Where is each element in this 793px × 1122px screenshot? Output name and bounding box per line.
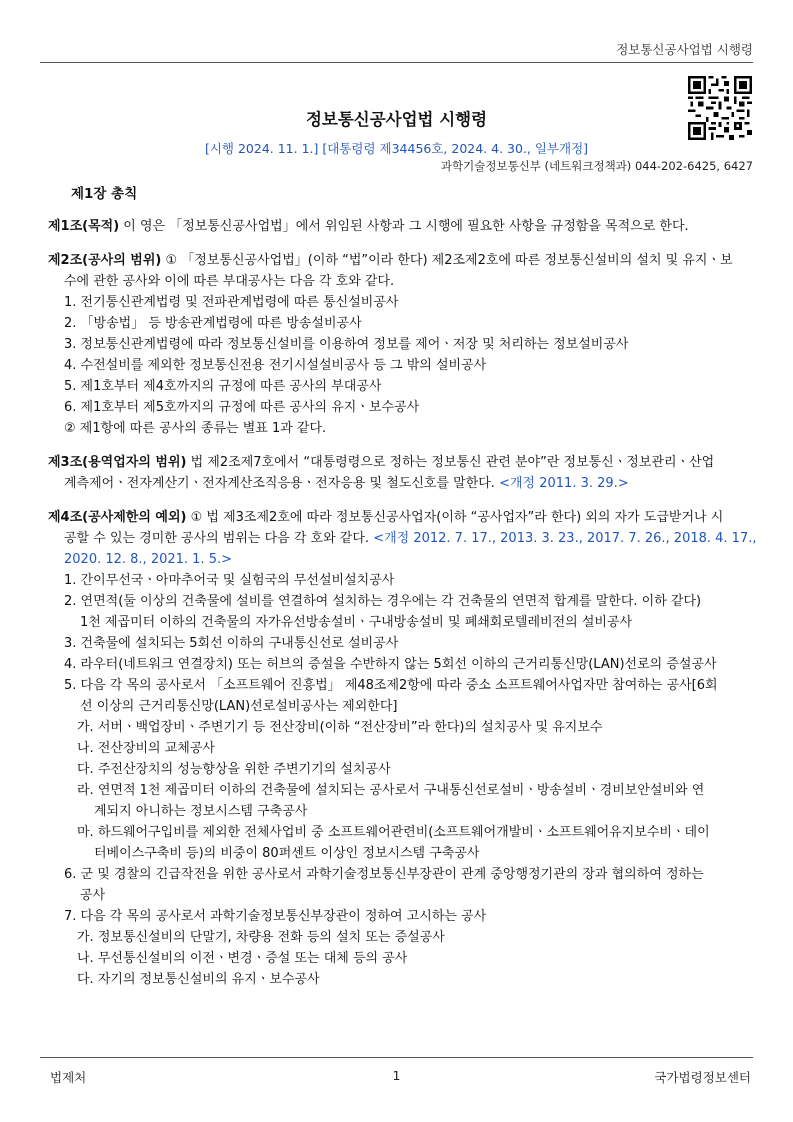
list-item: 7. 다음 각 목의 공사로서 과학기술정보통신부장관이 정하여 고시하는 공사 bbox=[64, 909, 487, 924]
list-item: 1. 전기통신관계법령 및 전파관계법령에 따른 통신설비공사 bbox=[64, 295, 399, 310]
chapter-title: 제1장 총칙 bbox=[71, 186, 138, 202]
footer-source: 법제처 bbox=[50, 1070, 87, 1085]
ministry-contact: 과학기술정보통신부 (네트워크정책과) 044-202-6425, 6427 bbox=[440, 159, 753, 173]
list-item: 6. 제1호부터 제5호까지의 규정에 따른 공사의 유지ㆍ보수공사 bbox=[64, 400, 420, 415]
list-item-continued: 선 이상의 근거리통신망(LAN)선로설비공사는 제외한다] bbox=[80, 699, 398, 714]
list-item: 4. 수전설비를 제외한 정보통신전용 전기시설설비공사 등 그 밖의 설비공사 bbox=[64, 358, 487, 373]
article-heading: 제2조(공사의 범위) bbox=[48, 253, 162, 268]
document-body bbox=[48, 216, 758, 1003]
list-item: 2. 연면적(둘 이상의 건축물에 설비를 연결하여 설치하는 경우에는 각 건축물의 연면적 합계를 말한다. 이하 같다) bbox=[64, 594, 702, 609]
list-item-continued: 공사 bbox=[80, 888, 106, 903]
sub-item: 나. 무선통신설비의 이전ㆍ변경ㆍ증설 또는 대체 등의 공사 bbox=[77, 951, 408, 966]
list-item: 5. 다음 각 목의 공사로서 「소프트웨어 진흥법」 제48조제2항에 따라 중소 소프트웨어사업자만 참여하는 공사[6회 bbox=[64, 678, 718, 693]
sub-item: 다. 주전산장치의 성능향상을 위한 주변기기의 설치공사 bbox=[77, 762, 391, 777]
footer-divider bbox=[40, 1057, 753, 1058]
article-1 bbox=[48, 216, 758, 237]
list-item: 1. 간이무선국ㆍ아마추어국 및 실험국의 무선설비설치공사 bbox=[64, 573, 395, 588]
amendment-link[interactable]: <개정 2011. 3. 29.> bbox=[499, 476, 629, 491]
list-item: 3. 정보통신관계법령에 따라 정보통신설비를 이용하여 정보를 제어ㆍ저장 및 처리하는 정보설비공사 bbox=[64, 337, 629, 352]
amendment-link[interactable]: 2020. 12. 8., 2021. 1. 5.> bbox=[64, 552, 233, 567]
sub-item-continued: 계되지 아니하는 정보시스템 구축공사 bbox=[94, 804, 308, 819]
amendment-link[interactable]: <개정 2012. 7. 17., 2013. 3. 23., 2017. 7. 26., 2018. 4. 17., bbox=[373, 531, 757, 546]
paragraph-item: ② 제1항에 따른 공사의 종류는 별표 1과 같다. bbox=[64, 421, 327, 436]
footer-publisher: 국가법령정보센터 bbox=[654, 1070, 751, 1085]
list-item: 4. 라우터(네트워크 연결장치) 또는 허브의 증설을 수반하지 않는 5회선 이하의 근거리통신망(LAN)선로의 증설공사 bbox=[64, 657, 717, 672]
article-heading: 제3조(용역업자의 범위) bbox=[48, 455, 187, 470]
list-item-continued: 1천 제곱미터 이하의 건축물의 자가유선방송설비ㆍ구내방송설비 및 폐쇄회로텔레비전의 설비공사 bbox=[80, 615, 633, 630]
list-item: 2. 「방송법」 등 방송관계법령에 따른 방송설비공사 bbox=[64, 316, 362, 331]
article-3 bbox=[48, 452, 758, 494]
sub-item: 가. 정보통신설비의 단말기, 차량용 전화 등의 설치 또는 증설공사 bbox=[77, 930, 445, 945]
sub-item: 가. 서버ㆍ백업장비ㆍ주변기기 등 전산장비(이하 “전산장비”라 한다)의 설치공사 및 유지보수 bbox=[77, 720, 603, 735]
list-item: 5. 제1호부터 제4호까지의 규정에 따른 공사의 부대공사 bbox=[64, 379, 382, 394]
article-text: ① 법 제3조제2호에 따라 정보통신공사업자(이하 “공사업자”라 한다) 외의 자가 도급받거나 시 bbox=[186, 510, 724, 525]
article-text-continued: 계측제어ㆍ전자계산기ㆍ전자계산조직응용ㆍ전자응용 및 철도신호를 말한다. bbox=[64, 476, 495, 491]
article-heading: 제4조(공사제한의 예외) bbox=[48, 510, 187, 525]
document-title: 정보통신공사업법 시행령 bbox=[305, 110, 488, 129]
article-text: ① 「정보통신공사업법」(이하 “법”이라 한다) 제2조제2호에 따른 정보통신설비의 설치 및 유지ㆍ보 bbox=[161, 253, 733, 268]
running-header: 정보통신공사업법 시행령 bbox=[616, 42, 753, 57]
sub-item: 다. 자기의 정보통신설비의 유지ㆍ보수공사 bbox=[77, 972, 320, 987]
article-text-continued: 공할 수 있는 경미한 공사의 범위는 다음 각 호와 같다. bbox=[64, 531, 370, 546]
sub-item: 마. 하드웨어구입비를 제외한 전체사업비 중 소프트웨어관련비(소프트웨어개발비ㆍ소프트웨어유지보수비ㆍ데이 bbox=[77, 825, 710, 840]
list-item: 6. 군 및 경찰의 긴급작전을 위한 공사로서 과학기술정보통신부장관이 관계 중앙행정기관의 장과 협의하여 정하는 bbox=[64, 867, 704, 882]
enforcement-info[interactable]: [시행 2024. 11. 1.] [대통령령 제34456호, 2024. 4. 30., 일부개정] bbox=[204, 141, 589, 156]
article-text-continued: 수에 관한 공사와 이에 따른 부대공사는 다음 각 호와 같다. bbox=[64, 274, 395, 289]
article-4 bbox=[48, 507, 758, 990]
article-2 bbox=[48, 250, 758, 439]
sub-item: 라. 연면적 1천 제곱미터 이하의 건축물에 설치되는 공사로서 구내통신선로설비ㆍ방송설비ㆍ경비보안설비와 연 bbox=[77, 783, 705, 798]
article-text: 법 제2조제7호에서 “대통령령으로 정하는 정보통신 관련 분야”란 정보통신ㆍ정보관리ㆍ산업 bbox=[186, 455, 715, 470]
article-text: 이 영은 「정보통신공사업법」에서 위임된 사항과 그 시행에 필요한 사항을 규정함을 목적으로 한다. bbox=[119, 219, 689, 234]
sub-item: 나. 전산장비의 교체공사 bbox=[77, 741, 215, 756]
list-item: 3. 건축물에 설치되는 5회선 이하의 구내통신선로 설비공사 bbox=[64, 636, 399, 651]
article-heading: 제1조(목적) bbox=[48, 219, 120, 234]
page-number: 1 bbox=[392, 1068, 401, 1083]
sub-item-continued: 터베이스구축비 등)의 비중이 80퍼센트 이상인 정보시스템 구축공사 bbox=[94, 846, 480, 861]
header-divider bbox=[40, 62, 753, 63]
